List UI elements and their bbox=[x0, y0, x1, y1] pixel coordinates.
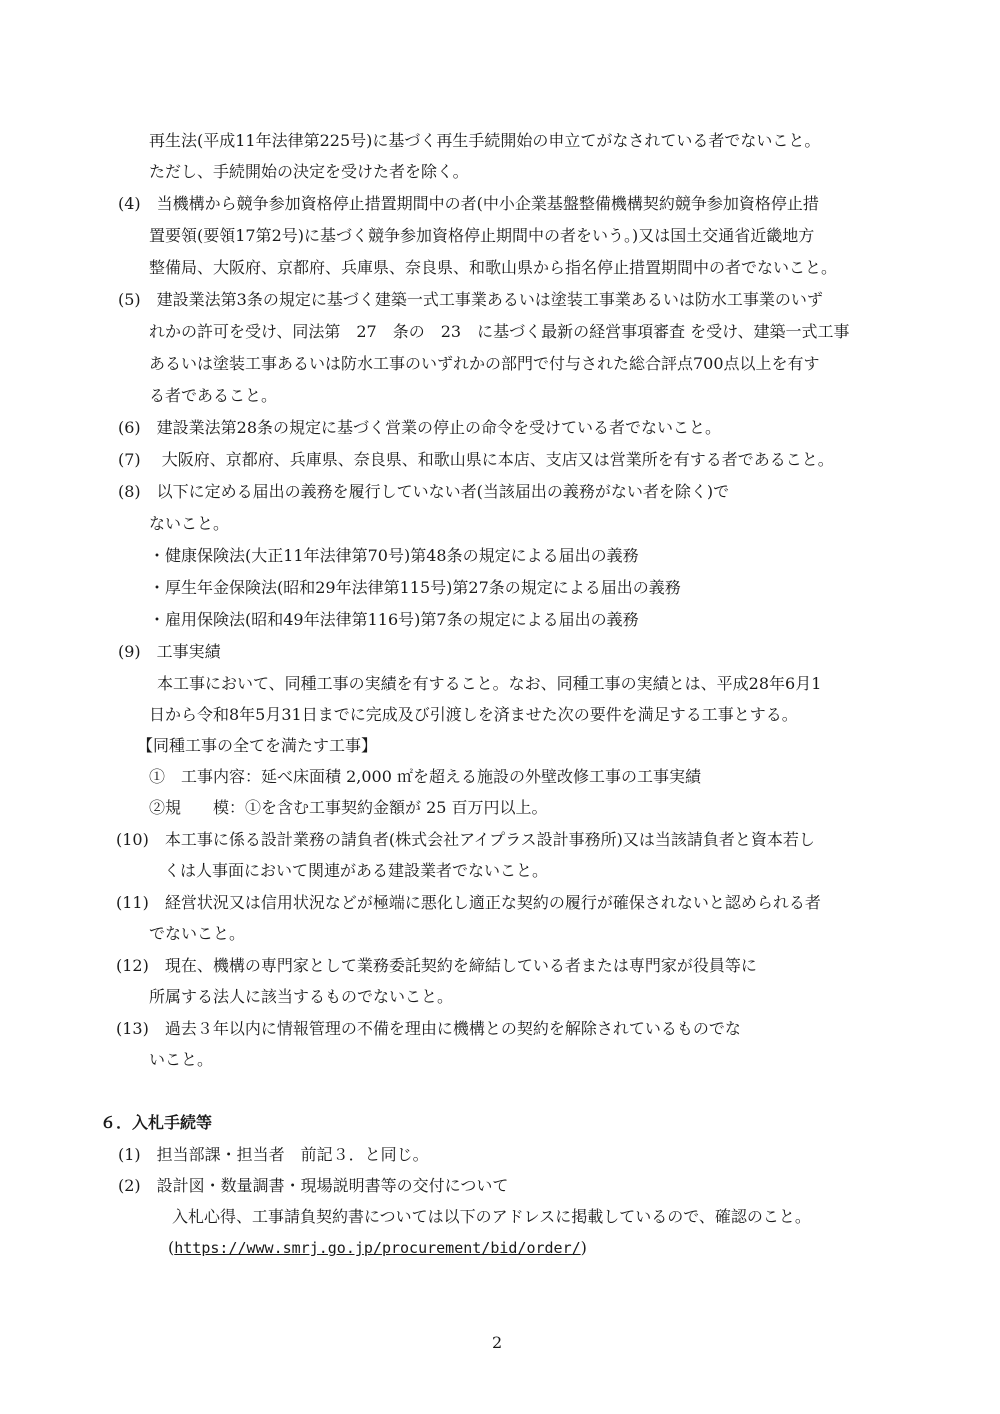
text-line: 日から令和8年5月31日までに完成及び引渡しを済ませた次の要件を満足する工事とする。 bbox=[149, 705, 798, 724]
bullet-item: ・厚生年金保険法(昭和29年法律第115号)第27条の規定による届出の義務 bbox=[149, 578, 681, 597]
item-5: (5) 建設業法第3条の規定に基づく建築一式工事業あるいは塗装工事業あるいは防水工事業のいず bbox=[118, 290, 823, 309]
paren-open: ( bbox=[168, 1238, 175, 1257]
bracket-heading: 【同種工事の全てを満たす工事】 bbox=[137, 736, 378, 755]
item-4: (4) 当機構から競争参加資格停止措置期間中の者(中小企業基盤整備機構契約競争参加資格停止措 bbox=[118, 194, 819, 213]
text-line: ないこと。 bbox=[149, 514, 230, 533]
text-line: る者であること。 bbox=[149, 386, 278, 405]
text-line: いこと。 bbox=[149, 1050, 214, 1069]
sub-item-2: (2) 設計図・数量調書・現場説明書等の交付について bbox=[118, 1176, 509, 1195]
bullet-item: ・健康保険法(大正11年法律第70号)第48条の規定による届出の義務 bbox=[149, 546, 639, 565]
item-13: (13) 過去３年以内に情報管理の不備を理由に機構との契約を解除されているものでな bbox=[116, 1019, 741, 1038]
text-line: でないこと。 bbox=[149, 924, 246, 943]
paren-close: ) bbox=[580, 1238, 587, 1257]
url-line bbox=[168, 1238, 587, 1258]
procurement-link[interactable]: https://www.smrj.go.jp/procurement/bid/order/ bbox=[174, 1239, 581, 1257]
text-line: 置要領(要領17第2号)に基づく競争参加資格停止期間中の者をいう。)又は国土交通省近畿地方 bbox=[149, 226, 815, 245]
text-line: くは人事面において関連がある建設業者でないこと。 bbox=[164, 861, 549, 880]
item-11: (11) 経営状況又は信用状況などが極端に悪化し適正な契約の履行が確保されないと認められる者 bbox=[116, 893, 821, 912]
text-line: 整備局、大阪府、京都府、兵庫県、奈良県、和歌山県から指名停止措置期間中の者でないこと。 bbox=[149, 258, 838, 277]
requirement-1: ① 工事内容：延べ床面積 2,000 ㎡を超える施設の外壁改修工事の工事実績 bbox=[149, 767, 701, 786]
text-line: 再生法(平成11年法律第225号)に基づく再生手続開始の申立てがなされている者でないこと。 bbox=[149, 131, 821, 150]
item-12: (12) 現在、機構の専門家として業務委託契約を締結している者または専門家が役員等に bbox=[116, 956, 757, 975]
item-8: (8) 以下に定める届出の義務を履行していない者(当該届出の義務がない者を除く)で bbox=[118, 482, 730, 501]
item-9: (9) 工事実績 bbox=[118, 642, 221, 661]
text-line: ただし、手続開始の決定を受けた者を除く。 bbox=[149, 162, 469, 181]
text-line: 所属する法人に該当するものでないこと。 bbox=[149, 987, 454, 1006]
bullet-item: ・雇用保険法(昭和49年法律第116号)第7条の規定による届出の義務 bbox=[149, 610, 639, 629]
sub-item-1: (1) 担当部課・担当者 前記３．と同じ。 bbox=[118, 1145, 429, 1164]
page-number: 2 bbox=[492, 1333, 503, 1352]
text-line: れかの許可を受け、同法第 27 条の 23 に基づく最新の経営事項審査 を受け、建築一式工事 bbox=[149, 322, 850, 341]
text-line: 入札心得、工事請負契約書については以下のアドレスに掲載しているので、確認のこと。 bbox=[172, 1207, 811, 1226]
item-6: (6) 建設業法第28条の規定に基づく営業の停止の命令を受けている者でないこと。 bbox=[118, 418, 722, 437]
text-line: あるいは塗装工事あるいは防水工事のいずれかの部門で付与された総合評点700点以上を有す bbox=[149, 354, 820, 373]
text-line: 本工事において、同種工事の実績を有すること。なお、同種工事の実績とは、平成28年6月1 bbox=[157, 674, 822, 693]
item-7: (7) 大阪府、京都府、兵庫県、奈良県、和歌山県に本店、支店又は営業所を有する者であること。 bbox=[118, 450, 834, 469]
item-10: (10) 本工事に係る設計業務の請負者(株式会社アイプラス設計事務所)又は当該請負者と資本若し bbox=[116, 830, 815, 849]
section-heading: ６．入札手続等 bbox=[100, 1113, 213, 1132]
requirement-2: ②規 模：①を含む工事契約金額が 25 百万円以上。 bbox=[149, 798, 548, 817]
